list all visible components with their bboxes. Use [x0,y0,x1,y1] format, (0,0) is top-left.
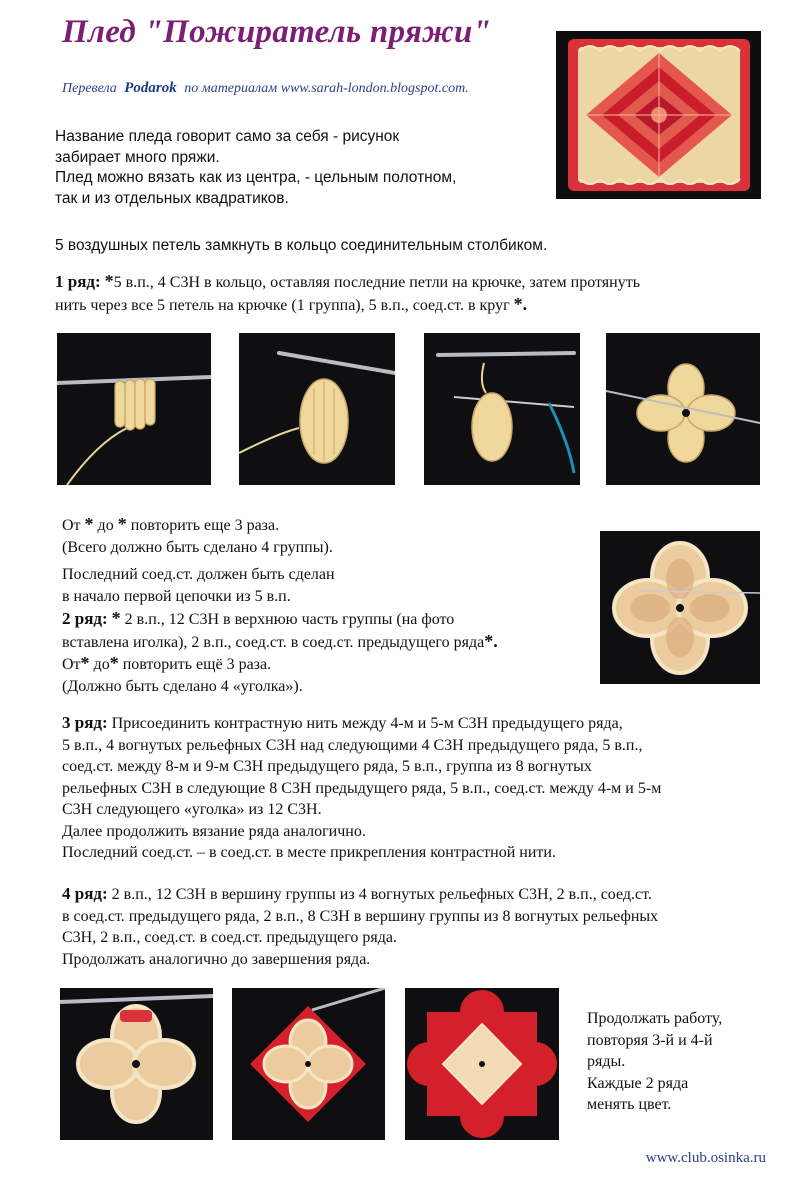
closing-line: менять цвет. [587,1096,672,1113]
row3-line: Далее продолжить вязание ряда аналогично. [62,822,366,840]
closing-line: Каждые 2 ряда [587,1074,689,1092]
row2-block [62,608,498,697]
start-instruction: 5 воздушных петель замкнуть в кольцо соединительным столбиком. [55,237,548,254]
row3-photo-start [60,988,213,1140]
row3-line: С3Н следующего «уголка» из 12 С3Н. [62,801,322,818]
row2-line: От [62,656,81,673]
row3-photo-progress [232,988,385,1140]
repeat-text: Последний соед.ст. должен быть сделан [62,566,335,583]
repeat-text: до [97,517,114,534]
row2-line: до [93,656,110,673]
row4-line: С3Н, 2 в.п., соед.ст. в соед.ст. предыдущего ряда. [62,929,398,946]
star-marker: * [84,514,94,534]
star-marker: * [80,653,90,673]
row3-line: рельефных С3Н в следующие 8 С3Н предыдущего ряда, 5 в.п., соед.ст. между 4-м и 5-м [62,779,662,797]
star-marker: *. [513,293,528,314]
row2-line: вставлена иголка), 2 в.п., соед.ст. в соед.ст. предыдущего ряда [62,633,485,651]
row4-label: 4 ряд: [62,884,108,903]
row3-line: 5 в.п., 4 вогнутых рельефных С3Н над следующими 4 С3Н предыдущего ряда, 5 в.п., [62,736,643,754]
credit-source: по материалам www.sarah-london.blogspot.com. [184,81,469,96]
row4-photo-done [405,988,559,1140]
intro-line: Плед можно вязать как из центра, - цельным полотном, [55,169,457,186]
repeat-text: повторить еще 3 раза. [130,517,280,534]
row4-line: 2 в.п., 12 С3Н в вершину группы из 4 вогнутых рельефных С3Н, 2 в.п., соед.ст. [111,886,652,903]
star-marker: * [111,608,121,628]
credit-line [62,80,469,97]
step-photo-4 [606,333,760,485]
step-photo-2 [239,333,395,485]
credit-nick: Podarok [124,80,177,96]
star-marker: * [117,514,127,534]
row2-label: 2 ряд: [62,609,108,628]
row2-line: 2 в.п., 12 С3Н в верхнюю часть группы (на фото [124,611,455,628]
closing-text [587,1008,722,1116]
step-photo-3 [424,333,580,485]
closing-line: ряды. [587,1053,626,1070]
repeat-text: в начало первой цепочки из 5 в.п. [62,587,291,605]
row2-photo [600,531,760,684]
blanket-photo [556,31,761,199]
closing-line: Продолжать работу, [587,1010,723,1027]
repeat-text: (Всего должно быть сделано 4 группы). [62,538,333,556]
closing-line: повторяя 3-й и 4-й [587,1031,713,1049]
credit-prefix: Перевела [62,81,117,96]
intro-text [55,127,456,209]
star-marker: *. [484,630,498,651]
step-photo-1 [57,333,211,485]
row1-block [55,271,640,316]
row3-block [62,712,661,864]
page-title: Плед "Пожиратель пряжи" [62,14,492,50]
row3-line: Последний соед.ст. – в соед.ст. в месте прикрепления контрастной нити. [62,844,556,861]
row4-line: Продолжать аналогично до завершения ряда. [62,950,371,968]
repeat-block [62,514,335,607]
star-marker: * [109,653,119,673]
row3-line: Присоединить контрастную нить между 4-м и 5-м С3Н предыдущего ряда, [111,715,623,732]
row3-line: соед.ст. между 8-м и 9-м С3Н предыдущего ряда, 5 в.п., группа из 8 вогнутых [62,758,592,775]
row1-line: нить через все 5 петель на крючке (1 группа), 5 в.п., соед.ст. в круг [55,296,510,314]
intro-line: Название пледа говорит само за себя - рисунок [55,128,400,145]
intro-line: так и из отдельных квадратиков. [55,189,289,207]
row4-line: в соед.ст. предыдущего ряда, 2 в.п., 8 С3Н в вершину группы из 8 вогнутых рельефных [62,907,659,925]
row2-line: (Должно быть сделано 4 «уголка»). [62,677,303,695]
repeat-text: От [62,517,81,534]
footer-link[interactable]: www.club.osinka.ru [645,1150,766,1166]
row3-label: 3 ряд: [62,713,108,732]
intro-line: забирает много пряжи. [55,148,220,166]
blanket-image [556,31,761,199]
row1-label: 1 ряд: [55,272,101,291]
row4-block [62,883,658,970]
row2-line: повторить ещё 3 раза. [122,656,272,673]
row1-line: 5 в.п., 4 С3Н в кольцо, оставляя последние петли на крючке, затем протянуть [113,274,640,291]
star-marker: * [104,271,114,291]
